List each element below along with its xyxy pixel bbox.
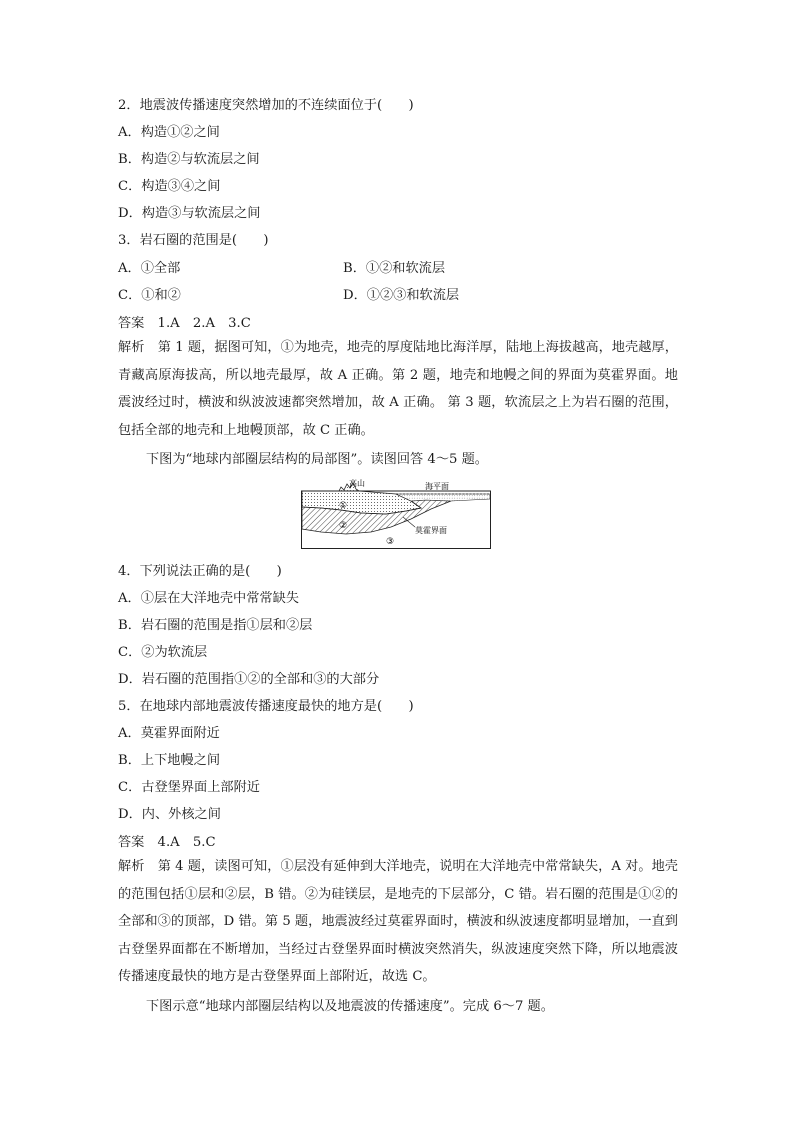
q3-option-b: B．①②和软流层	[343, 261, 446, 276]
q3-option-a: A．①全部	[118, 261, 181, 276]
q5-option-d: D．内、外核之间	[118, 807, 221, 822]
q4-option-c: C．②为软流层	[118, 645, 208, 660]
q4-option-b: B．岩石圈的范围是指①层和②层	[118, 618, 313, 633]
q2-stem: 2．地震波传播速度突然增加的不连续面位于( )	[118, 98, 414, 113]
answer-1-3: 答案 1.A 2.A 3.C	[118, 316, 251, 331]
q5-stem: 5．在地球内部地震波传播速度最快的地方是( )	[118, 699, 414, 714]
analysis-4-5: 解析 第 4 题，读图可知，①层没有延伸到大洋地壳，说明在大洋地壳中常常缺失，A 对。地壳的范围包括①层和②层，B 错。②为硅镁层，是地壳的下层部分，C 错。岩石圈的范围是①②的全部和③的顶部，D 错。第 5 题，地震波经过莫霍界面时，横波和纵波速度都明显增加，一直到古登堡界面都在不断增加，当经过古登堡界面时横波突然消失，纵波速度突然下降，所以地震波传播速度最快的地方是古登堡界面上部附近，故选 C。	[118, 859, 678, 984]
label-moho: 莫霍界面	[415, 526, 447, 535]
q4-option-d: D．岩石圈的范围指①②的全部和③的大部分	[118, 672, 380, 687]
q3-option-c: C．①和②	[118, 288, 181, 303]
q2-option-a: A．构造①②之间	[118, 125, 220, 140]
label-layer-2: ②	[339, 521, 348, 531]
label-sea-level: 海平面	[425, 482, 449, 491]
earth-layers-figure	[301, 477, 491, 549]
q2-option-c: C．构造③④之间	[118, 179, 221, 194]
q3-option-d: D．①②③和软流层	[343, 288, 460, 303]
sea-band	[396, 494, 490, 501]
q2-option-b: B．构造②与软流层之间	[118, 152, 260, 167]
label-mountain: 高山	[349, 479, 365, 488]
analysis-1-3: 解析 第 1 题，据图可知，①为地壳，地壳的厚度陆地比海洋厚，陆地上海拔越高，地壳越厚，青藏高原海拔高，所以地壳最厚，故 A 正确。第 2 题，地壳和地幔之间的界面为莫霍界面。地震波经过时，横波和纵波波速都突然增加，故 A 正确。 第 3 题，软流层之上为岩石圈的范围，包括全部的地壳和上地幔顶部，故 C 正确。	[118, 340, 678, 438]
q2-option-d: D．构造③与软流层之间	[118, 206, 261, 221]
q3-stem: 3．岩石圈的范围是( )	[118, 233, 269, 248]
answer-4-5: 答案 4.A 5.C	[118, 835, 216, 850]
q5-option-a: A．莫霍界面附近	[118, 726, 220, 741]
q4-stem: 4．下列说法正确的是( )	[118, 564, 282, 579]
intro-4-5: 下图为“地球内部圈层结构的局部图”。读图回答 4～5 题。	[146, 452, 488, 467]
q4-option-a: A．①层在大洋地壳中常常缺失	[118, 591, 299, 606]
q5-option-c: C．古登堡界面上部附近	[118, 780, 260, 795]
label-layer-1: ①	[339, 501, 348, 511]
intro-6-7: 下图示意“地球内部圈层结构以及地震波的传播速度”。完成 6～7 题。	[146, 999, 554, 1014]
label-layer-3: ③	[386, 537, 395, 547]
q5-option-b: B．上下地幔之间	[118, 753, 221, 768]
